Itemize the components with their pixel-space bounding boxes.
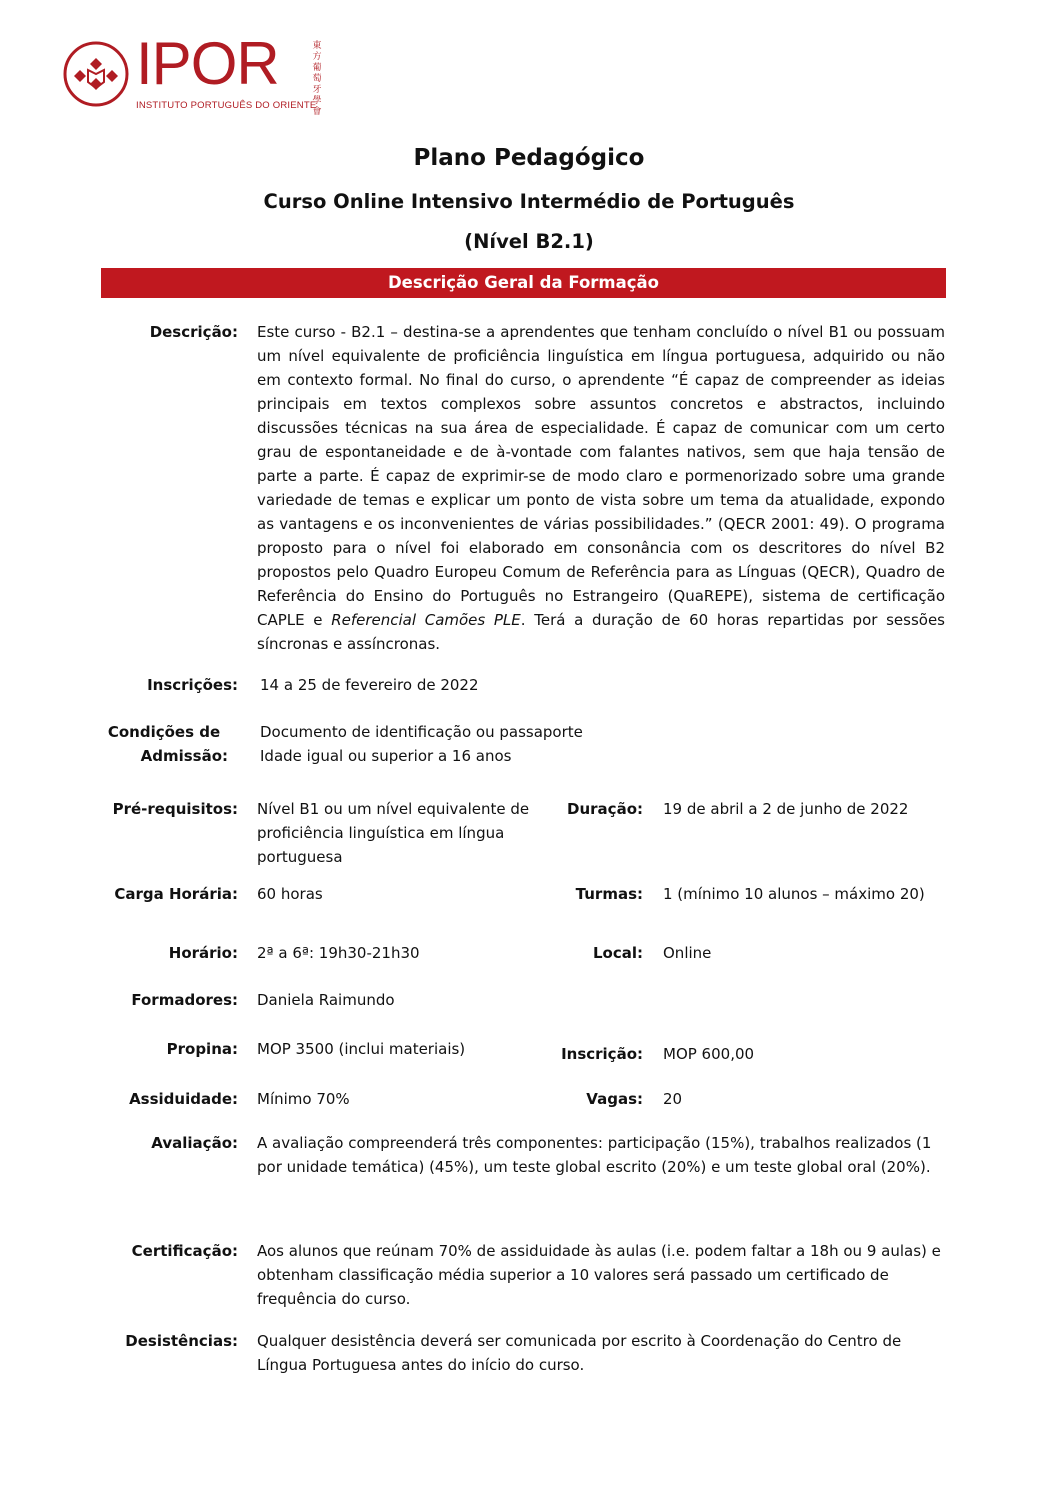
inscricao-value: MOP 600,00 [663,1045,755,1063]
desistencias-value: Qualquer desistência deverá ser comunicada por escrito à Coordenação do Centro de Língua Portuguesa antes do início do curso. [257,1332,902,1374]
descricao-text [257,320,945,656]
inscricao-label: Inscrição: [561,1045,643,1063]
certificacao-value: Aos alunos que reúnam 70% de assiduidade às aulas (i.e. podem faltar a 18h ou 9 aulas) e obtenham classificação média superior a 10 valores será passado um certificado de frequência do curso. [257,1242,941,1308]
assiduidade-label: Assiduidade: [129,1090,238,1108]
local-value: Online [663,944,712,962]
logo-wordmark: IPOR [136,30,279,97]
condicoes-label-line2: Admissão: [140,747,228,765]
vagas-label: Vagas: [586,1090,643,1108]
prerequisitos-value: Nível B1 ou um nível equivalente de proficiência linguística em língua portuguesa [257,800,530,866]
section-banner: Descrição Geral da Formação [101,268,946,298]
formadores-value: Daniela Raimundo [257,991,395,1009]
propina-value: MOP 3500 (inclui materiais) [257,1040,466,1058]
turmas-label: Turmas: [575,885,643,903]
certificacao-label: Certificação: [131,1242,238,1260]
course-title: Curso Online Intensivo Intermédio de Português [263,190,795,213]
logo-subtitle: INSTITUTO PORTUGUÊS DO ORIENTE [136,100,317,111]
course-level: (Nível B2.1) [464,230,594,253]
formadores-label: Formadores: [131,991,238,1009]
avaliacao-label: Avaliação: [151,1134,238,1152]
carga-horaria-label: Carga Horária: [114,885,238,903]
propina-label: Propina: [166,1040,238,1058]
descricao-label: Descrição: [149,323,238,341]
horario-value: 2ª a 6ª: 19h30-21h30 [257,944,420,962]
turmas-value: 1 (mínimo 10 alunos – máximo 20) [663,885,925,903]
vagas-value: 20 [663,1090,683,1108]
descricao-text-part2: . Terá a duração de 60 horas repartidas por sessões síncronas e assíncronas. [257,611,945,653]
logo-vertical-text: 東方葡萄牙學會 [312,40,322,116]
local-label: Local: [592,944,643,962]
carga-horaria-value: 60 horas [257,885,323,903]
assiduidade-value: Mínimo 70% [257,1090,350,1108]
avaliacao-value: A avaliação compreenderá três componentes: participação (15%), trabalhos realizados (1 por unidade temática) (45%), um teste global escrito (20%) e um teste global oral (20%). [257,1134,932,1176]
descricao-text-part1: Este curso - B2.1 – destina-se a aprendentes que tenham concluído o nível B1 ou possuam um nível equivalente de proficiência linguística em língua portuguesa, adquirido ou não em contexto formal. No final do curso, o aprendente “É capaz de compreender as ideias principais em textos complexos sobre assuntos concretos e abstractos, incluindo discussões técnicas na sua área de especialidade. É capaz de comunicar com um certo grau de espontaneidade e de à-vontade com falantes nativos, sem que haja tensão de parte a parte. É capaz de exprimir-se de modo claro e pormenorizado sobre uma grande variedade de temas e explicar um ponto de vista sobre um tema da atualidade, expondo as vantagens e os inconvenientes de várias possibilidades.” (QECR 2001: 49). O programa proposto para o nível foi elaborado em consonância com os descritores do nível B2 propostos pelo Quadro Europeu Comum de Referência para as Línguas (QECR), Quadro de Referência do Ensino do Português no Estrangeiro (QuaREPE), sistema de certificação CAPLE e [257,323,945,629]
ipor-emblem-icon [62,40,134,120]
prerequisitos-label: Pré-requisitos: [112,800,238,818]
horario-label: Horário: [168,944,238,962]
inscricoes-value: 14 a 25 de fevereiro de 2022 [260,676,479,694]
duracao-value: 19 de abril a 2 de junho de 2022 [663,800,909,818]
desistencias-label: Desistências: [125,1332,238,1350]
descricao-text-italic: Referencial Camões PLE [331,611,521,629]
duracao-label: Duração: [567,800,643,818]
page-title: Plano Pedagógico [413,145,645,171]
condicoes-line1: Documento de identificação ou passaporte [260,723,583,741]
condicoes-line2: Idade igual ou superior a 16 anos [260,747,512,765]
inscricoes-label: Inscrições: [147,676,238,694]
ipor-logo [62,30,332,120]
condicoes-label-line1: Condições de [107,723,221,741]
